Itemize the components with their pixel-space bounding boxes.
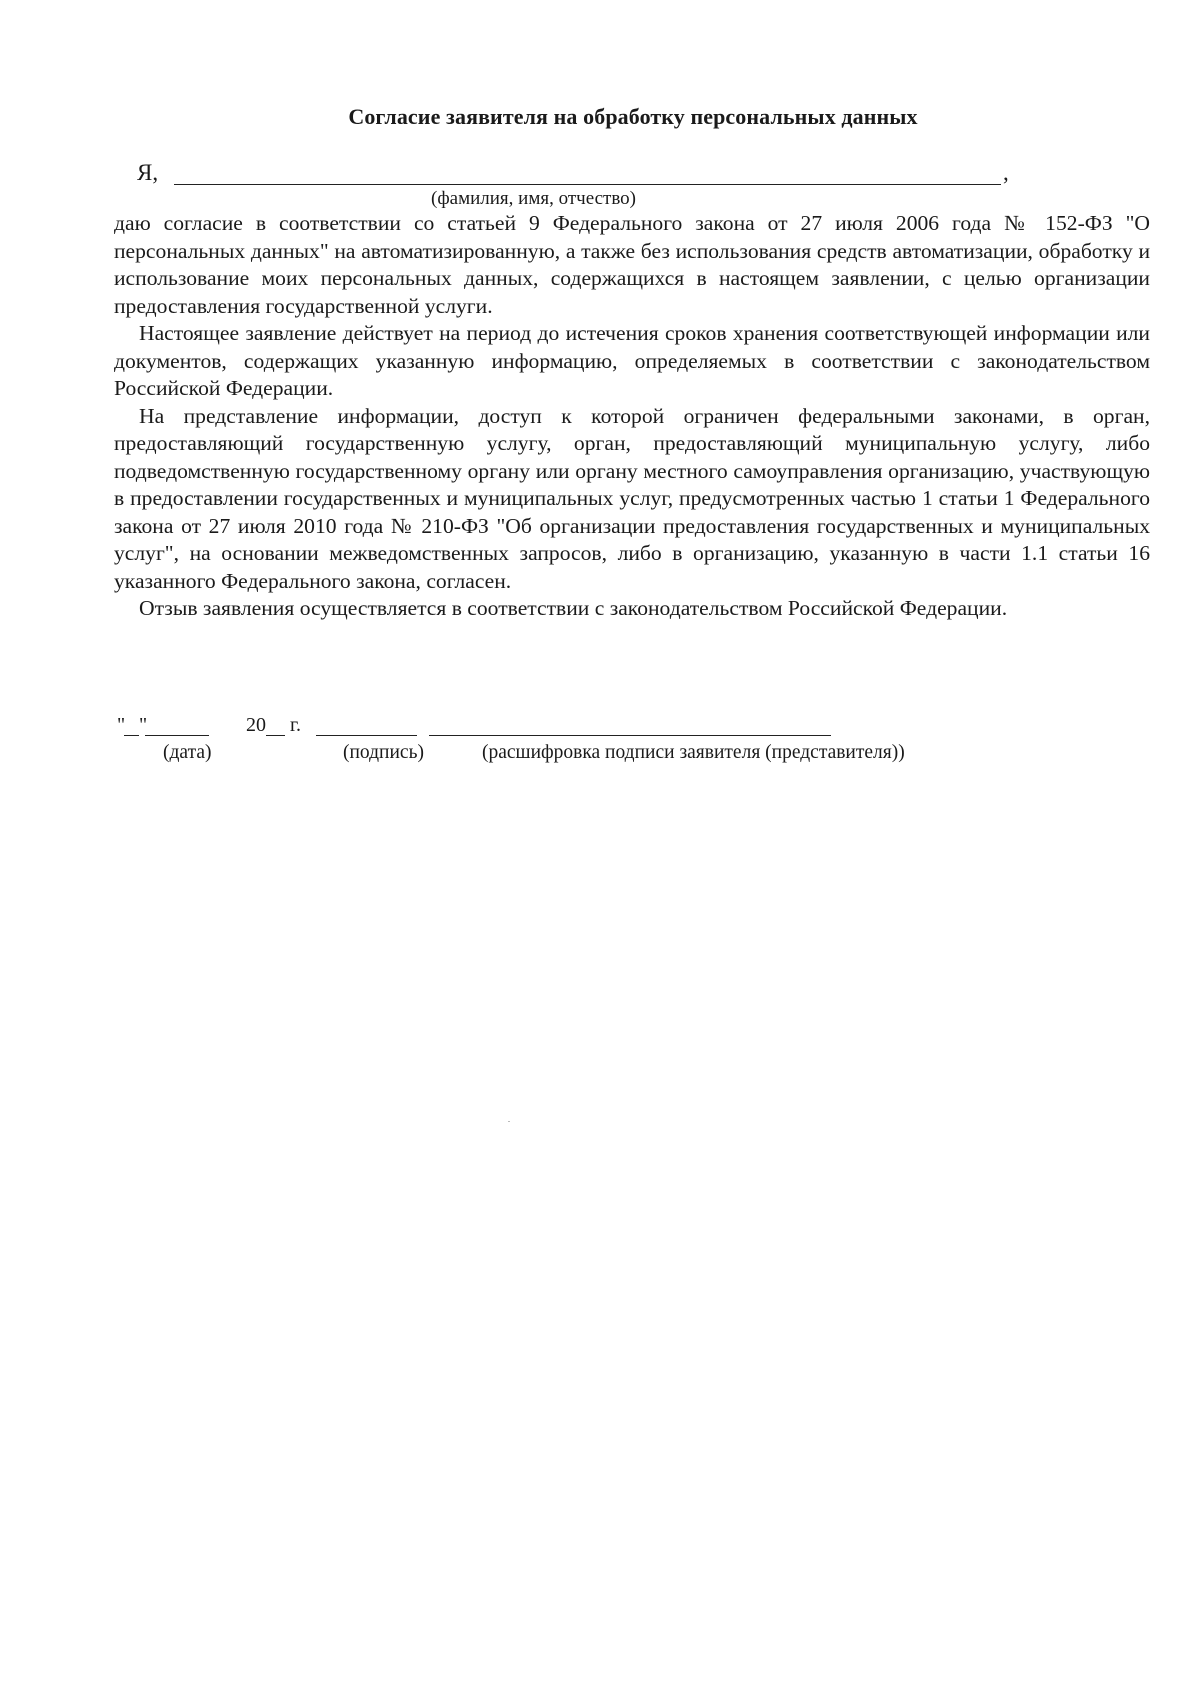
paragraph-consent: даю согласие в соответствии со статьей 9 Федерального закона от 27 июля 2006 года № 152-ФЗ "О персональных данных" на автоматизированную, а также без использования средств автоматизации, обработку и использование моих персональных данных, содержащихся в настоящем заявлении, с целью организации предоставления государственной услуги. [114, 211, 1150, 318]
name-prefix: Я, [137, 160, 159, 185]
month-underline [145, 735, 209, 736]
document-title: Согласие заявителя на обработку персональных данных [348, 104, 918, 129]
day-underline [124, 735, 139, 736]
scan-speck [508, 1121, 510, 1122]
date-quote-open: " [117, 714, 126, 736]
document-body [114, 210, 1150, 623]
year-underline [266, 735, 285, 736]
signature-underline [316, 735, 417, 736]
signature-caption: (подпись) [343, 742, 424, 763]
name-underline [174, 184, 1001, 185]
name-suffix: , [1003, 160, 1009, 185]
name-field-row [137, 160, 1017, 190]
decoding-underline [429, 735, 831, 736]
name-caption: (фамилия, имя, отчество) [431, 188, 637, 209]
date-caption: (дата) [163, 742, 212, 763]
paragraph-revocation: Отзыв заявления осуществляется в соответствии с законодательством Российской Федерации. [139, 596, 1008, 620]
decoding-caption: (расшифровка подписи заявителя (представителя)) [482, 742, 905, 763]
date-quote-close: " [139, 714, 148, 736]
signature-row [117, 714, 917, 744]
year-suffix: г. [290, 714, 301, 736]
paragraph-information-access: На представление информации, доступ к которой ограничен федеральными законами, в орган, предоставляющий государственную услугу, орган, предоставляющий муниципальную услугу, либо подведомственную государственному органу или органу местного самоуправления организацию, участвующую в предоставлении государственных и муниципальных услуг, предусмотренных частью 1 статьи 1 Федерального закона от 27 июля 2010 года № 210-ФЗ "Об организации предоставления государственных и муниципальных услуг", на основании межведомственных запросов, либо в организацию, указанную в части 1.1 статьи 16 указанного Федерального закона, согласен. [114, 403, 1150, 593]
year-prefix: 20 [246, 714, 266, 736]
paragraph-validity: Настоящее заявление действует на период до истечения сроков хранения соответствующей информации или документов, содержащих указанную информацию, определяемых в соответствии с законодательством Российской Федерации. [114, 321, 1150, 400]
